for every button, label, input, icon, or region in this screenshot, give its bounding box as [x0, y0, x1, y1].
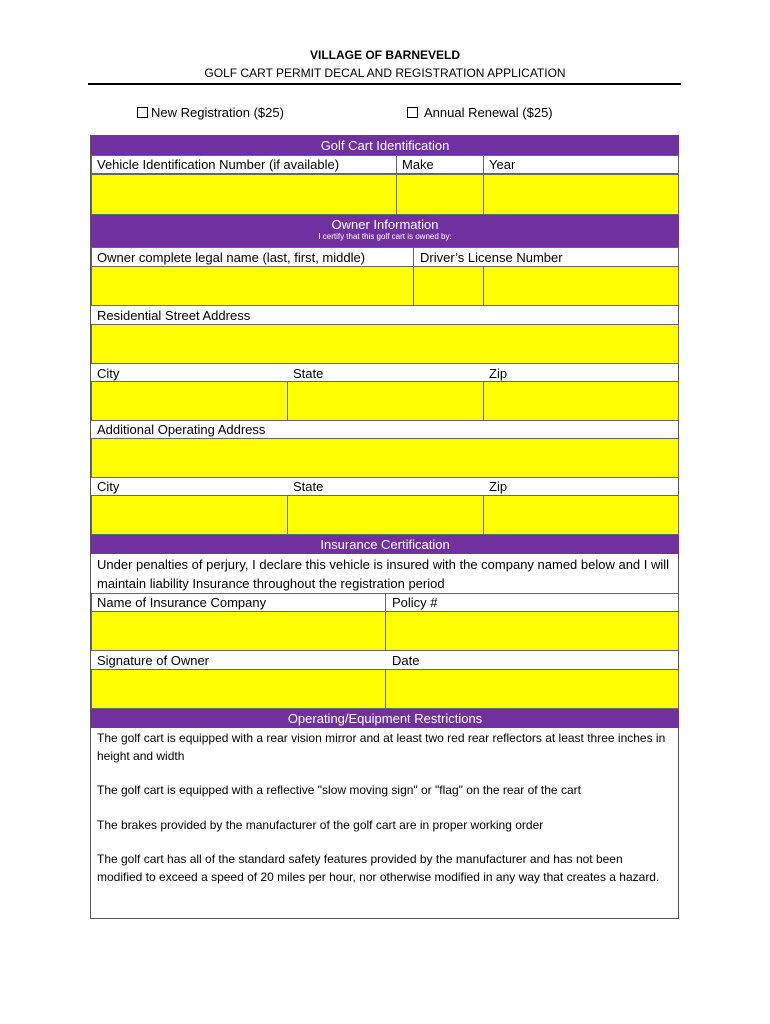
new-registration-checkbox[interactable]: [137, 107, 148, 118]
form-subtitle: GOLF CART PERMIT DECAL AND REGISTRATION APPLICATION: [204, 66, 566, 80]
policy-number-label: Policy #: [392, 595, 438, 610]
city2-label: City: [97, 479, 120, 494]
insurance-statement: Under penalties of perjury, I declare this vehicle is insured with the company named below and I will maintain liability Insurance throughout the registration period: [97, 557, 670, 591]
vin-label: Vehicle Identification Number (if available): [97, 157, 340, 172]
cart-id-heading: Golf Cart Identification: [91, 136, 679, 155]
new-registration-option[interactable]: [137, 105, 284, 120]
restriction-item-3: The brakes provided by the manufacturer of the golf cart are in proper working order: [97, 818, 544, 832]
new-registration-label: New Registration ($25): [151, 105, 284, 120]
vin-field[interactable]: [91, 174, 397, 215]
state-label: State: [293, 366, 324, 381]
insurance-company-field[interactable]: [91, 611, 386, 651]
date-label: Date: [392, 653, 420, 668]
restrictions-heading: Operating/Equipment Restrictions: [91, 709, 679, 728]
city-field[interactable]: [91, 381, 288, 421]
make-field[interactable]: [396, 174, 484, 215]
street-address-field[interactable]: [91, 324, 679, 364]
state2-label: State: [293, 479, 324, 494]
owner-name-label: Owner complete legal name (last, first, middle): [97, 250, 366, 265]
policy-number-field[interactable]: [385, 611, 679, 651]
restriction-item-2: The golf cart is equipped with a reflective "slow moving sign" or "flag" on the rear of the cart: [97, 783, 581, 797]
owner-name-field[interactable]: [91, 266, 414, 306]
signature-field[interactable]: [91, 669, 386, 709]
license-field-part2[interactable]: [483, 266, 679, 306]
city-label: City: [97, 366, 120, 381]
zip2-label: Zip: [489, 479, 508, 494]
annual-renewal-label: Annual Renewal ($25): [424, 105, 553, 120]
make-label: Make: [402, 157, 434, 172]
owner-heading-title: Owner Information: [331, 217, 439, 232]
owner-heading: [91, 215, 679, 247]
title-divider: [88, 83, 681, 85]
insurance-company-label: Name of Insurance Company: [97, 595, 267, 610]
state2-field[interactable]: [287, 495, 484, 535]
zip-label: Zip: [489, 366, 508, 381]
restriction-item-4: The golf cart has all of the standard safety features provided by the manufacturer and has not been modified to exceed a speed of 20 miles per hour, nor otherwise modified in any way that creates a hazard.: [97, 852, 660, 884]
annual-renewal-option[interactable]: [407, 105, 553, 120]
form-title: VILLAGE OF BARNEVELD: [309, 48, 460, 62]
street-address-label: Residential Street Address: [97, 308, 251, 323]
zip2-field[interactable]: [483, 495, 679, 535]
license-label: Driver’s License Number: [420, 250, 563, 265]
license-field-part1[interactable]: [413, 266, 484, 306]
annual-renewal-checkbox[interactable]: [407, 107, 418, 118]
state-field[interactable]: [287, 381, 484, 421]
additional-address-field[interactable]: [91, 438, 679, 478]
insurance-heading: Insurance Certification: [91, 535, 679, 554]
city2-field[interactable]: [91, 495, 288, 535]
restriction-item-1: The golf cart is equipped with a rear vision mirror and at least two red rear reflectors at least three inches in height and width: [97, 731, 666, 763]
signature-label: Signature of Owner: [97, 653, 210, 668]
date-field[interactable]: [385, 669, 679, 709]
year-label: Year: [489, 157, 516, 172]
owner-certify-text: I certify that this golf cart is owned by:: [318, 232, 452, 241]
additional-address-label: Additional Operating Address: [97, 422, 266, 437]
year-field[interactable]: [483, 174, 679, 215]
zip-field[interactable]: [483, 381, 679, 421]
